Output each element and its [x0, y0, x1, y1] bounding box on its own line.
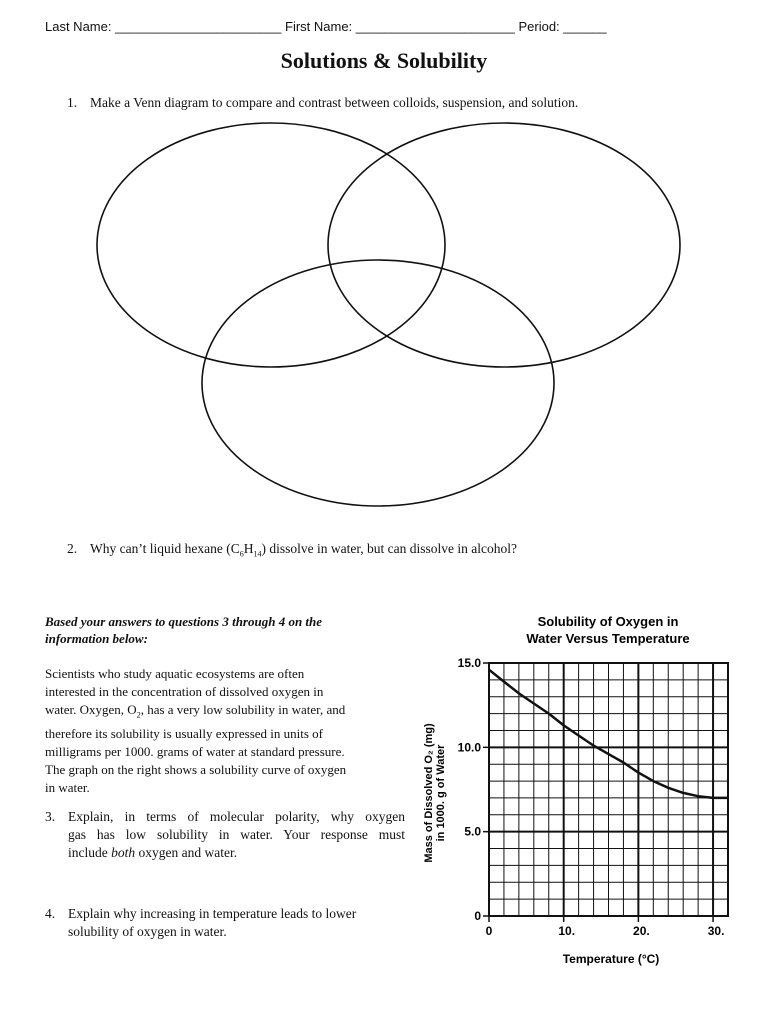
question-4 — [45, 905, 405, 945]
y-tick-label: 0 — [474, 909, 481, 923]
page-title: Solutions & Solubility — [280, 48, 488, 73]
question-text: Make a Venn diagram to compare and contrast between colloids, suspension, and solution. — [90, 95, 579, 110]
y-tick-labels — [458, 656, 482, 923]
period-field[interactable]: Period: ______ — [518, 19, 607, 34]
venn-circle-right[interactable] — [328, 123, 680, 367]
venn-circle-bottom[interactable] — [202, 260, 554, 506]
question-text: Explain why increasing in temperature leads to lower solubility of oxygen in water. — [68, 906, 357, 939]
x-tick-labels — [486, 924, 725, 938]
y-axis-label-line1: Mass of Dissolved O₂ (mg) — [423, 723, 435, 863]
chart-title-line2: Water Versus Temperature — [526, 631, 690, 646]
x-tick-label: 10. — [558, 924, 576, 938]
question-text: Explain, in terms of molecular polarity, why oxygen gas has low solubility in water. Your response must include both oxygen and water. — [68, 809, 405, 860]
question-number: 1. — [67, 95, 78, 110]
chart-axes — [483, 663, 728, 922]
y-axis-label-line2: in 1000. g of Water — [435, 744, 447, 842]
x-axis-label: Temperature (°C) — [562, 952, 660, 966]
last-name-field[interactable]: Last Name: _______________________ — [45, 19, 282, 34]
venn-diagram[interactable] — [90, 113, 690, 513]
question-3 — [45, 808, 405, 868]
venn-circle-left[interactable] — [97, 123, 445, 367]
y-tick-label: 10.0 — [457, 740, 481, 755]
x-tick-label: 20. — [633, 924, 650, 938]
question-number: 4. — [45, 906, 56, 921]
oxygen-solubility-chart — [415, 606, 745, 976]
x-tick-label: 30. — [707, 924, 725, 938]
y-tick-label: 15.0 — [457, 656, 481, 670]
question-1 — [67, 94, 747, 114]
first-name-field[interactable]: First Name: ______________________ — [285, 19, 515, 34]
question-number: 3. — [45, 809, 56, 824]
chart-title-line1: Solubility of Oxygen in — [537, 614, 679, 629]
x-tick-label: 0 — [485, 924, 493, 938]
reading-passage: Scientists who study aquatic ecosystems are often interested in the concentration of dissolved oxygen in water. Oxygen, $O_2$, has a very low solubility in water, and therefore its solubility is usually expressed in units of milligrams per 1000. grams of water at standard pressure. The graph on the right shows a solubility curve of oxygen in water. — [45, 666, 347, 795]
instructions-heading: Based your answers to questions 3 through 4 on the information below: — [45, 614, 323, 646]
question-text: Why can’t liquid hexane $(C_6H_{14})$ dissolve in water, but can dissolve in alcohol? — [90, 541, 517, 559]
y-tick-label: 5.0 — [464, 824, 481, 839]
name-period-header — [45, 19, 607, 34]
question-2 — [67, 540, 747, 560]
question-number: 2. — [67, 541, 78, 556]
chart-grid — [489, 663, 728, 916]
